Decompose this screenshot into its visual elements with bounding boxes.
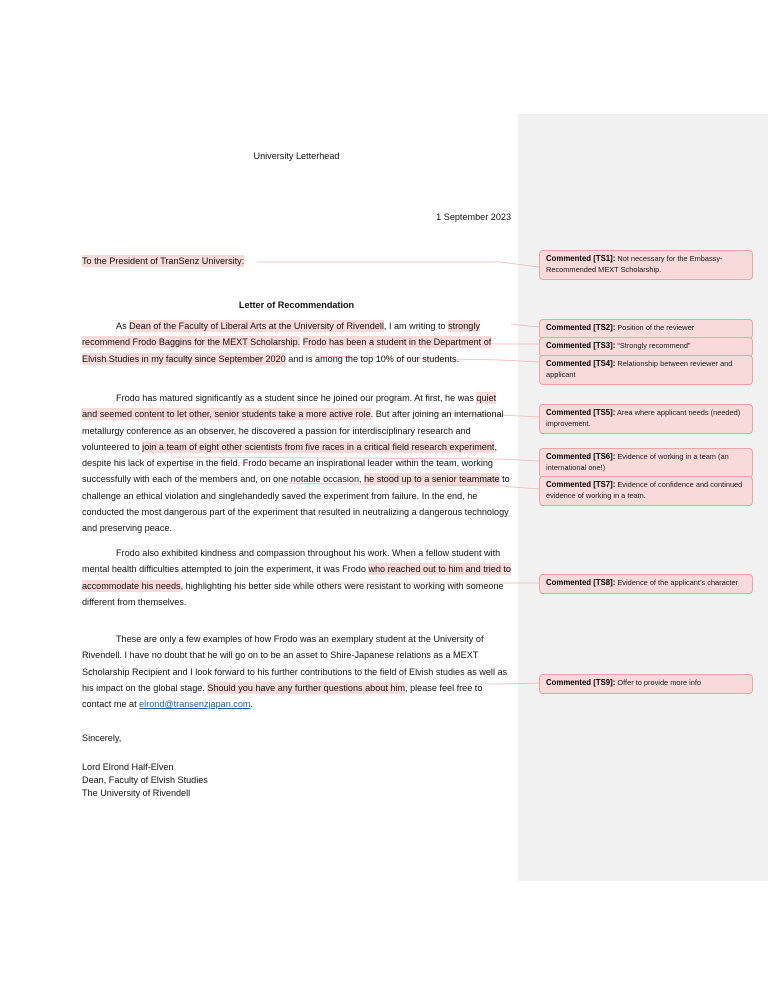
comment-ts1-text: Not necessary for the Embassy-Recommended MEXT Scholarship. — [546, 254, 723, 274]
p2-highlight-b: join a team of eight other scientists from five races in a critical field research experiment — [142, 441, 495, 452]
p4-highlight-a: Should you have any further questions about him — [207, 682, 406, 693]
paragraph-4 — [82, 631, 511, 712]
comment-ts1-tag: Commented [TS1]: — [546, 254, 616, 263]
letterhead: University Letterhead — [253, 151, 340, 161]
comment-ts4-text: Relationship between reviewer and applicant — [546, 359, 733, 379]
p1-mid-a: , I am writing to — [383, 321, 449, 331]
comment-ts2-text: Position of the reviewer — [615, 323, 695, 332]
letter-title: Letter of Recommendation — [238, 300, 355, 310]
p2-highlight-c: he stood up to a senior teammate — [364, 474, 500, 485]
comment-ts4-tag: Commented [TS4]: — [546, 359, 616, 368]
p1-highlight-c: Frodo has been a student in the Department of Elvish Studies in my faculty since September 2020 — [82, 337, 492, 364]
paragraph-1 — [82, 318, 511, 367]
signature-title: Dean, Faculty of Elvish Studies — [82, 775, 208, 785]
paragraph-3 — [82, 545, 511, 610]
p1-pre: As — [116, 321, 130, 331]
comment-ts3-tag: Commented [TS3]: — [546, 341, 616, 350]
comment-ts5-text: Area where applicant needs (needed) improvement. — [546, 408, 741, 428]
comment-ts5[interactable] — [539, 404, 753, 434]
comment-ts7-tag: Commented [TS7]: — [546, 480, 616, 489]
comment-ts7-text: Evidence of confidence and continued evidence of working in a team. — [546, 480, 743, 500]
comment-ts8-tag: Commented [TS8]: — [546, 578, 616, 587]
salutation — [82, 253, 511, 269]
p3-post: , highlighting his better side while others were resistant to working with someone different from themselves. — [82, 580, 504, 607]
comment-ts7[interactable] — [539, 476, 753, 506]
p2-mid-a: . But after joining an international metallurgy conference as an observer, he discovered a passion for interdisciplinary research and volunteered to — [82, 409, 504, 452]
p3-pre: Frodo also exhibited kindness and compassion throughout his work. When a fellow student with mental health difficulties attempted to join the experiment, it was Frodo — [82, 548, 501, 575]
comment-ts2[interactable] — [539, 319, 753, 339]
comment-ts9[interactable] — [539, 674, 753, 694]
salutation-highlight: To the President of TranSenz University: — [82, 256, 245, 266]
comment-ts2-tag: Commented [TS2]: — [546, 323, 616, 332]
p2-pre: Frodo has matured significantly as a student since he joined our program. At first, he was — [116, 393, 477, 403]
signature-org: The University of Rivendell — [82, 788, 191, 798]
p2-highlight-a: quiet and seemed content to let other, senior students take a more active role — [82, 393, 497, 420]
p1-highlight-a: Dean of the Faculty of Liberal Arts at the University of Rivendell — [129, 321, 384, 331]
email-link[interactable]: elrond@transenzjapan.com — [139, 699, 251, 710]
closing: Sincerely, — [82, 733, 122, 743]
comment-ts1[interactable] — [539, 250, 753, 280]
comment-ts6[interactable] — [539, 448, 753, 478]
comment-ts4[interactable] — [539, 355, 753, 385]
letter-date: 1 September 2023 — [436, 212, 511, 222]
comment-ts8[interactable] — [539, 574, 753, 594]
comment-ts3[interactable] — [539, 337, 753, 357]
p1-highlight-b: strongly recommend Frodo Baggins for the MEXT Scholarship. — [82, 321, 480, 348]
p4-post: . — [250, 699, 254, 710]
p3-highlight-a: who reached out to him and tried to accommodate his needs — [82, 564, 511, 591]
paragraph-2 — [82, 390, 511, 537]
comment-ts6-tag: Commented [TS6]: — [546, 452, 616, 461]
signature-name: Lord Elrond Half-Elven — [82, 762, 174, 772]
p4-pre: These are only a few examples of how Frodo was an exemplary student at the University of Rivendell. I have no doubt that he will go on to be an asset to Shire-Japanese relations as a MEXT Scholarship Recipient and I look forward to his further contributions to the field of Elvish studies as well as his impact on the global stage. — [82, 634, 508, 693]
p4-mid-a: , please feel free to contact me at — [82, 682, 483, 710]
comment-ts8-text: Evidence of the applicant’s character — [615, 578, 739, 587]
comment-ts9-text: Offer to provide more info — [615, 678, 702, 687]
comment-ts6-text: Evidence of working in a team (an international one!) — [546, 452, 729, 472]
p2-post: to challenge an ethical violation and singlehandedly saved the experiment from failure. In the end, he conducted the most dangerous part of the experiment that resulted in neutralizing a dangerous technology and preserving peace. — [82, 474, 510, 534]
comment-ts3-text: “Strongly recommend” — [615, 341, 691, 350]
p1-post: and is among the top 10% of our students. — [285, 353, 460, 364]
comment-ts9-tag: Commented [TS9]: — [546, 678, 616, 687]
p2-mid-b: , despite his lack of expertise in the field. Frodo became an inspirational leader within the team, working successfully with each of the members and, on one notable occasion, — [82, 441, 497, 485]
comment-ts5-tag: Commented [TS5]: — [546, 408, 616, 417]
